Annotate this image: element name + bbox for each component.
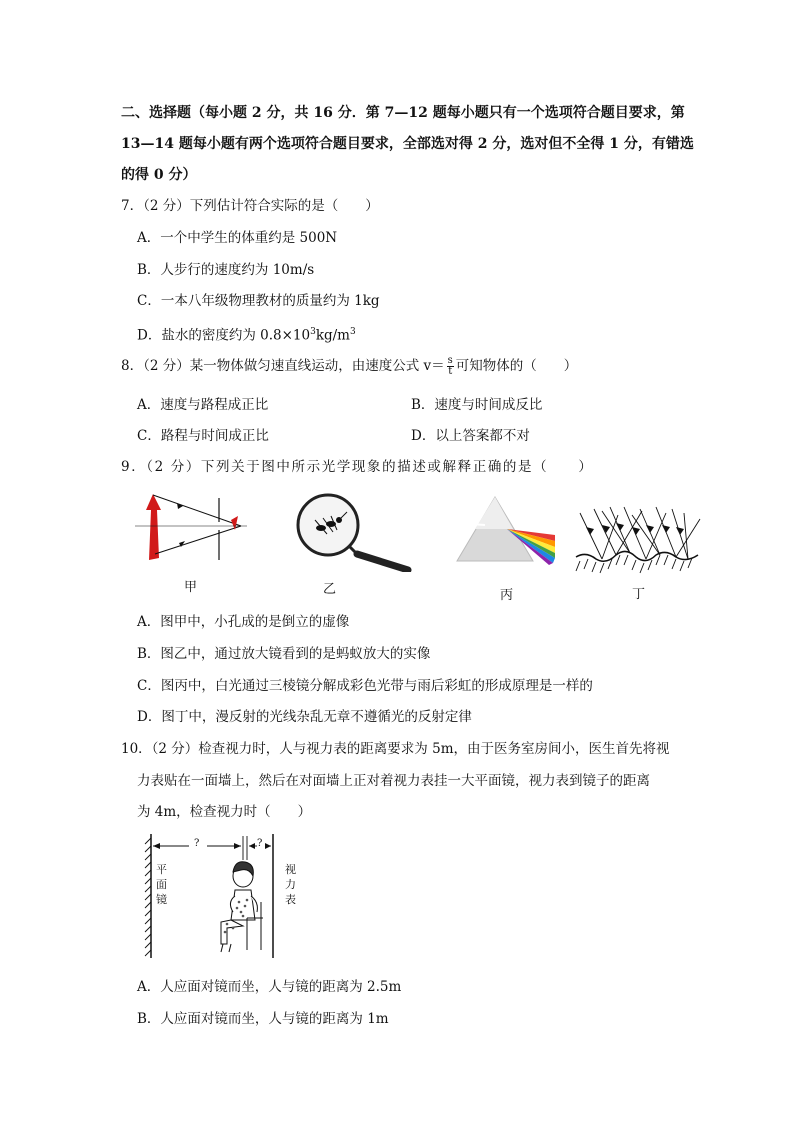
q7-stem: 7．（2 分）下列估计符合实际的是（ ）: [121, 198, 379, 214]
q7-option-d-text: D．盐水的密度约为 0.8×10: [137, 327, 311, 344]
chart-distance-unknown: ?: [257, 838, 263, 849]
prism-figure: [455, 495, 560, 565]
q10-stem-line3: 为 4m，检查视力时（ ）: [137, 804, 312, 820]
q8-stem-text: 8．（2 分）某一物体做匀速直线运动，由速度公式 v＝: [121, 358, 445, 374]
figure-caption-yi: 乙: [323, 582, 337, 597]
q8-option-b: B．速度与时间成反比: [411, 397, 543, 413]
q9-option-a: A．图甲中，小孔成的是倒立的虚像: [137, 614, 350, 630]
q8-option-a: A．速度与路程成正比: [137, 397, 269, 413]
q7-option-d-unit-exponent: 3: [349, 327, 356, 337]
fraction-denominator: t: [448, 366, 453, 377]
pinhole-figure: [135, 490, 250, 565]
section-header-line3: 的得 0 分）: [121, 167, 197, 183]
chart-label: 视力表: [285, 863, 296, 906]
q8-stem: [121, 356, 577, 377]
speed-formula-fraction: [447, 356, 454, 377]
q7-option-a: A．一个中学生的体重约是 500N: [137, 230, 338, 246]
q8-option-d: D．以上答案都不对: [411, 428, 530, 444]
q8-stem-suffix: 可知物体的（ ）: [455, 358, 578, 374]
fraction-numerator: s: [447, 355, 453, 366]
q7-option-d: [137, 323, 356, 345]
mirror-distance-unknown: ?: [194, 838, 200, 849]
section-header-line2: 13—14 题每小题有两个选项符合题目要求，全部选对得 2 分，选对但不全得 1 分，有错选: [121, 136, 694, 152]
q10-stem-line2: 力表贴在一面墙上，然后在对面墙上正对着视力表挂一大平面镜，视力表到镜子的距离: [137, 773, 650, 789]
figure-caption-ding: 丁: [632, 587, 646, 602]
section-header-line1: 二、选择题（每小题 2 分，共 16 分．第 7—12 题每小题只有一个选项符合题目要求，第: [121, 105, 685, 121]
figure-caption-bing: 丙: [500, 588, 514, 603]
q9-option-d: D．图丁中，漫反射的光线杂乱无章不遵循光的反射定律: [137, 709, 472, 725]
mirror-label: 平面镜: [156, 863, 167, 906]
q10-option-b: B．人应面对镜而坐，人与镜的距离为 1m: [137, 1011, 389, 1027]
q10-stem-line1: 10．（2 分）检查视力时，人与视力表的距离要求为 5m，由于医务室房间小，医生首先将视: [121, 741, 670, 757]
q7-option-d-unit: kg/m: [315, 327, 350, 344]
q7-option-c: C．一本八年级物理教材的质量约为 1kg: [137, 293, 380, 309]
q9-option-b: B．图乙中，通过放大镜看到的是蚂蚁放大的实像: [137, 646, 431, 662]
q7-option-b: B．人步行的速度约为 10m/s: [137, 262, 315, 278]
figure-caption-jia: 甲: [184, 580, 198, 595]
diffuse-reflection-figure: [572, 505, 704, 577]
magnifier-figure: [293, 492, 413, 572]
q9-stem: 9．（2 分）下列关于图中所示光学现象的描述或解释正确的是（ ）: [121, 459, 594, 475]
q9-option-c: C．图丙中，白光通过三棱镜分解成彩色光带与雨后彩虹的形成原理是一样的: [137, 678, 593, 694]
q7-option-d-exponent: 3: [310, 327, 316, 337]
q8-option-c: C．路程与时间成正比: [137, 428, 269, 444]
q10-option-a: A．人应面对镜而坐，人与镜的距离为 2.5m: [137, 979, 402, 995]
